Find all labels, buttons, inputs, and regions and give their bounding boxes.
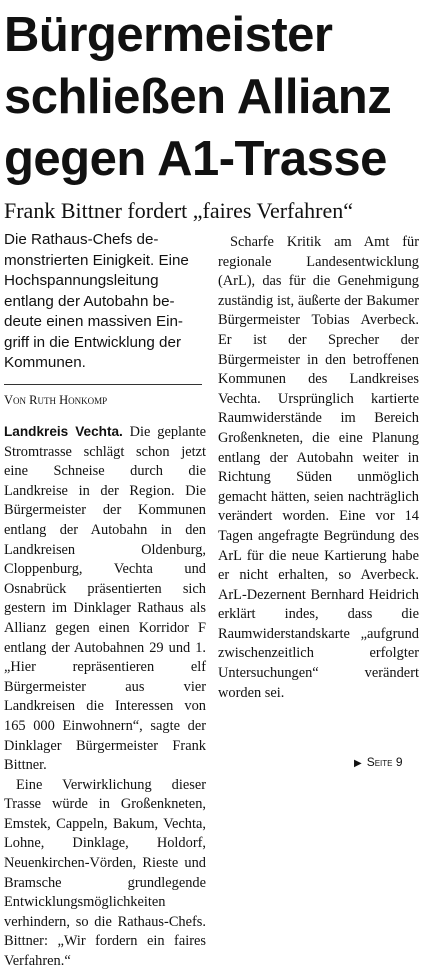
byline-author: Ruth Honkomp: [29, 393, 108, 407]
lead-line: griff in die Entwicklung der: [4, 333, 181, 351]
page-reference: [354, 754, 403, 772]
lead-line: Hochspannungsleitung: [4, 272, 159, 289]
lead-line: monstrierten Einigkeit. Eine: [4, 251, 189, 269]
dateline: Landkreis Vechta.: [4, 424, 123, 439]
article-paragraph: Eine Verwirklichung dieser Trasse würde in Großenkneten, Emstek, Cappeln, Bakum, Vechta, Lohne, Dinklage, Holdorf, Neuenkirchen-Vörden, Rieste und Bramsche grundlegende Entwicklungsmöglichkeiten verhindern, so die Rathaus-Chefs. Bittner: „Wir fordern ein faires Verfahren.“: [4, 776, 206, 970]
page-reference-label: Seite 9: [366, 755, 403, 769]
headline: [4, 4, 422, 190]
article-column-left: [4, 422, 206, 972]
lead-line: Kommunen.: [4, 354, 86, 371]
paragraph-text: Die geplante Stromtrasse schlägt schon jetzt eine Schneise durch die Landkreise in der Region. Die Bürgermeister der Kommunen entlang der Autobahn in den Landkreisen Oldenburg, Cloppenburg, Vechta und Osnabrück präsentierten sich gestern im Dinklager Rathaus als Allianz gegen einen Korridor F entlang der Autobahnen 29 und 1. „Hier repräsentieren elf Bürgermeister aus vier Landkreisen die Interessen von 165 000 Einwohnern“, sagte der Dinklager Bürgermeister Frank Bittner.: [4, 424, 206, 774]
subheadline: Frank Bittner fordert „faires Verfahren“: [4, 198, 353, 223]
article-column-right: [218, 233, 419, 703]
lead-line: deute einen massiven Ein-: [4, 313, 183, 330]
headline-line: schließen Allianz: [4, 70, 392, 124]
article-paragraph: [4, 422, 206, 776]
byline-prefix: Von: [4, 393, 27, 407]
article-paragraph: Scharfe Kritik am Amt für regionale Landesentwicklung (ArL), das für die Genehmigung zuständig ist, äußerte der Bakumer Bürgermeister Tobias Averbeck. Er ist der Sprecher der Bürgermeister in den betroffenen Kommunen des Landkreises Vechta. Ursprünglich kartierte Raumwiderstände im Bereich Großenkneten, die eine Planung entlang der Autobahn weiter in Richtung Süden unmöglich gemacht hätten, seien nachträglich verändert worden. Eine vor 14 Tagen angefragte Begründung des ArL für die neue Kartierung habe er nicht erhalten, so Averbeck. ArL-Dezernent Bernhard Heidrich erklärt indes, dass die Raumwiderstandskarte „aufgrund zwischenzeitlich erfolgter Untersuchungen“ verändert worden sei.: [218, 234, 419, 701]
headline-line: Bürgermeister: [4, 8, 333, 62]
byline-divider: [4, 384, 202, 385]
arrow-right-icon: ▶: [354, 758, 362, 769]
lead-line: entlang der Autobahn be-: [4, 292, 175, 310]
headline-line: gegen A1-Trasse: [4, 132, 387, 186]
byline: [4, 392, 202, 408]
lead-paragraph: [4, 230, 202, 374]
lead-line: Die Rathaus-Chefs de-: [4, 231, 159, 248]
